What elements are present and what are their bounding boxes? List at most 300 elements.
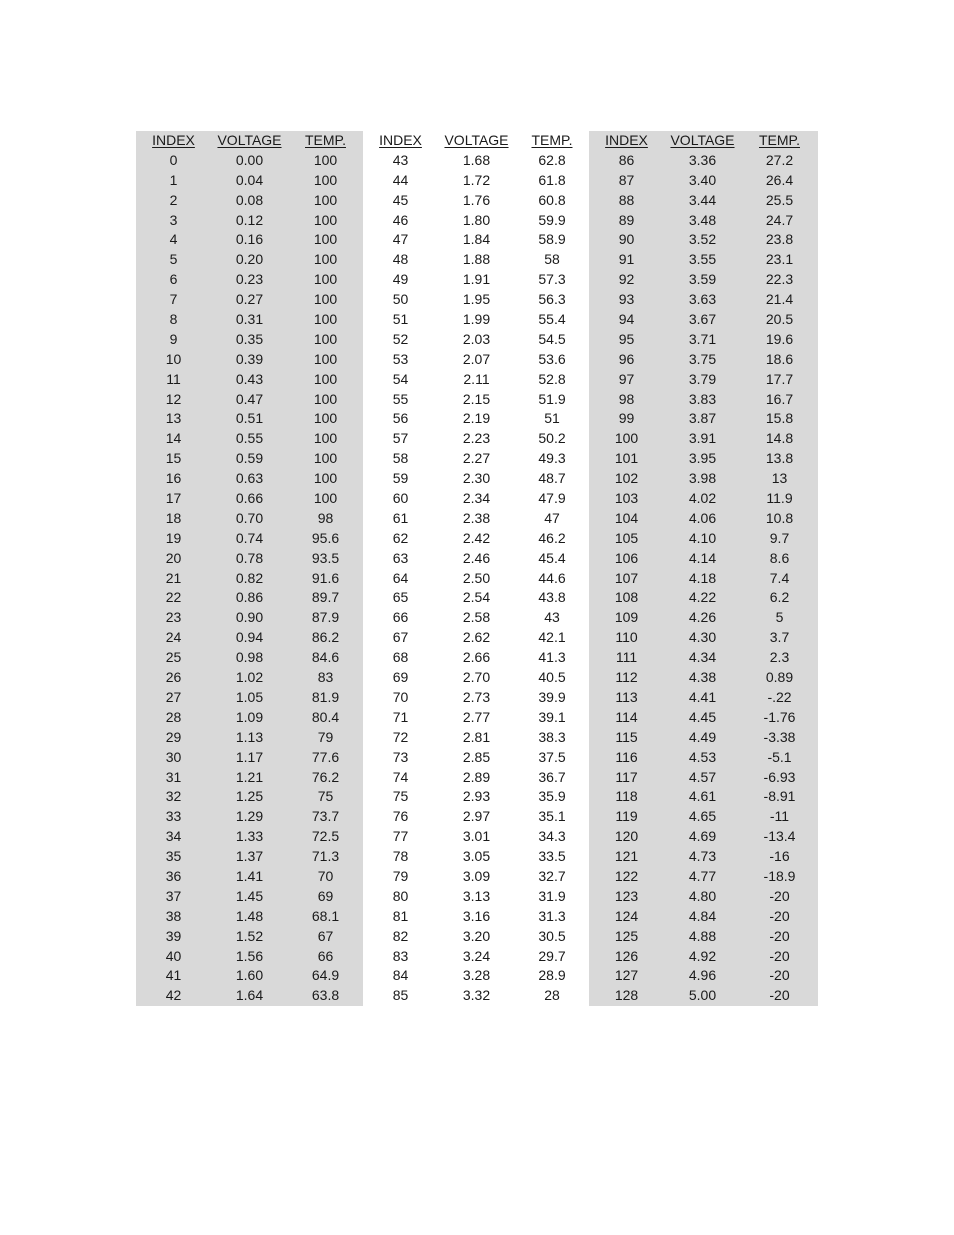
table-row [589,588,818,608]
index-cell: 68 [392,649,409,666]
voltage-cell: 1.17 [235,748,264,765]
voltage-cell: 0.51 [235,410,264,427]
temp-cell: 20.5 [765,311,794,328]
voltage-cell: 4.10 [688,529,717,546]
index-cell: 113 [615,688,638,705]
temp-cell: 58.9 [538,231,566,248]
temp-cell: 100 [313,271,338,288]
table-row [136,867,363,887]
index-cell: 83 [392,947,409,964]
table-row [589,608,818,628]
index-cell: 109 [614,609,639,626]
index-cell: 92 [618,271,635,288]
table-row [363,708,589,728]
index-cell: 94 [618,311,635,328]
voltage-cell: 3.09 [462,867,491,884]
table-row [589,867,818,887]
table-row [136,350,363,370]
voltage-cell: 4.30 [688,629,717,646]
temp-cell: 66 [317,947,334,964]
temp-cell: 19.6 [765,330,794,347]
temp-cell: 37.5 [538,748,566,765]
voltage-cell: 4.69 [688,828,717,845]
temp-cell: 53.6 [538,350,566,367]
index-cell: 67 [392,629,409,646]
voltage-cell: 1.68 [462,151,491,168]
temp-cell: 100 [313,211,338,228]
temp-cell: 100 [313,450,338,467]
voltage-cell: 3.01 [462,828,491,845]
index-cell: 99 [618,410,635,427]
index-cell: 62 [392,529,409,546]
table-row [363,648,589,668]
voltage-cell: 0.63 [235,470,264,487]
index-cell: 74 [392,768,409,785]
voltage-cell: 3.44 [688,191,717,208]
voltage-cell: 0.27 [235,291,264,308]
temp-cell: 13 [771,470,788,487]
voltage-cell: 3.05 [462,848,491,865]
table-row [589,171,818,191]
table-row [363,350,589,370]
index-cell: 50 [392,291,409,308]
index-cell: 65 [392,589,409,606]
table-row [363,529,589,549]
voltage-cell: 3.13 [462,887,491,904]
temp-cell: 8.6 [769,549,790,566]
table-row [136,668,363,688]
voltage-cell: 2.34 [462,490,491,507]
table-row [363,827,589,847]
table-row [363,390,589,410]
index-cell: 110 [615,629,638,646]
temp-cell: 91.6 [311,569,340,586]
temp-cell: -5.1 [767,748,792,765]
temp-cell: 35.1 [538,808,566,825]
index-cell: 117 [615,768,638,785]
temp-cell: 100 [313,350,338,367]
temp-cell: 38.3 [538,728,566,745]
table-row [363,887,589,907]
voltage-cell: 1.02 [235,669,264,686]
temp-cell: 34.3 [538,828,566,845]
table-row [136,211,363,231]
index-cell: 116 [615,748,638,765]
table-row [136,509,363,529]
table-row [589,449,818,469]
table-row [589,787,818,807]
table-row [136,608,363,628]
voltage-cell: 4.22 [688,589,717,606]
table-row [589,489,818,509]
voltage-cell: 1.41 [235,867,264,884]
table-row [589,827,818,847]
temp-cell: 11.9 [766,490,793,507]
temp-cell: 36.7 [538,768,566,785]
voltage-cell: 2.30 [462,470,491,487]
index-cell: 72 [392,728,409,745]
temp-cell: 39.1 [538,708,566,725]
table-row [589,310,818,330]
voltage-cell: 2.81 [462,728,491,745]
temp-cell: -20 [769,907,790,924]
voltage-cell: 0.20 [235,251,264,268]
voltage-cell: 0.59 [235,450,264,467]
table-row [589,429,818,449]
table-block-3 [589,131,818,1006]
table-row [136,927,363,947]
index-cell: 54 [392,370,409,387]
temp-cell: 32.7 [538,867,566,884]
temp-cell: 40.5 [538,669,566,686]
table-row [136,191,363,211]
voltage-cell: 3.79 [688,370,717,387]
index-cell: 126 [614,947,639,964]
table-row [589,469,818,489]
table-row [589,390,818,410]
table-row [589,628,818,648]
temp-cell: 62.8 [538,151,566,168]
index-cell: 80 [392,887,409,904]
index-cell: 97 [618,370,635,387]
voltage-cell: 0.98 [235,649,264,666]
voltage-cell: 1.91 [462,271,491,288]
index-cell: 88 [618,191,635,208]
header-row [589,131,818,151]
table-row [363,966,589,986]
table-row [589,529,818,549]
temp-cell: 67 [317,927,334,944]
temp-cell: 3.7 [769,629,790,646]
temp-cell: 43.8 [538,589,566,606]
index-cell: 96 [618,350,635,367]
temp-cell: 47.9 [538,490,566,507]
voltage-cell: 1.48 [235,907,264,924]
voltage-cell: 2.85 [462,748,491,765]
temp-cell: 31.9 [538,887,566,904]
voltage-cell: 4.57 [688,768,717,785]
voltage-cell: 4.65 [688,808,717,825]
temp-cell: 81.9 [311,688,340,705]
block-3-table [589,131,818,1006]
temp-cell: -16 [769,848,790,865]
table-row [363,270,589,290]
index-cell: 127 [614,967,639,984]
temp-cell: 76.2 [311,768,340,785]
index-cell: 112 [615,669,638,686]
temp-cell: 87.9 [311,609,340,626]
temp-cell: 27.2 [765,151,794,168]
table-row [589,728,818,748]
table-row [363,230,589,250]
index-cell: 75 [392,788,409,805]
temp-cell: 73.7 [311,808,340,825]
index-cell: 82 [392,927,409,944]
table-row [363,489,589,509]
table-row [589,151,818,171]
table-row [589,708,818,728]
voltage-cell: 0.04 [235,171,264,188]
voltage-cell: 1.25 [235,788,264,805]
table-row [589,887,818,907]
table-row [136,847,363,867]
index-cell: 108 [614,589,639,606]
voltage-cell: 1.76 [462,191,491,208]
index-cell: 23 [165,609,182,626]
temp-cell: 45.4 [538,549,566,566]
temp-cell: 6.2 [769,589,790,606]
voltage-cell: 4.96 [688,967,717,984]
voltage-cell: 4.53 [688,748,717,765]
index-cell: 66 [392,609,409,626]
voltage-cell: 1.60 [235,967,264,984]
temp-cell: 100 [313,390,338,407]
index-cell: 31 [165,768,182,785]
table-row [363,191,589,211]
table-row [363,469,589,489]
temp-cell: 22.3 [765,271,794,288]
temp-cell: 10.8 [765,509,794,526]
table-row [136,787,363,807]
table-row [589,648,818,668]
temp-cell: 30.5 [538,927,566,944]
table-row [589,927,818,947]
index-cell: 15 [165,450,182,467]
table-row [363,171,589,191]
table-row [136,887,363,907]
voltage-cell: 2.03 [462,330,491,347]
temp-cell: 43 [544,609,560,626]
temp-cell: -6.93 [763,768,796,785]
temp-cell: 71.3 [311,848,340,865]
index-cell: 35 [165,848,182,865]
temp-cell: 77.6 [311,748,340,765]
table-row [136,628,363,648]
voltage-cell: 2.66 [462,649,491,666]
voltage-cell: 2.38 [462,509,491,526]
voltage-cell: 2.27 [462,450,491,467]
table-row [363,509,589,529]
index-cell: 93 [618,291,635,308]
temp-cell: 16.7 [765,390,794,407]
index-cell: 118 [615,788,638,805]
voltage-cell: 0.70 [235,509,264,526]
temp-cell: 93.5 [311,549,340,566]
temp-cell: 68.1 [311,907,340,924]
temp-cell: 5 [775,609,784,626]
table-row [363,310,589,330]
table-row [136,748,363,768]
index-cell: 95 [618,330,635,347]
index-cell: 34 [165,828,182,845]
voltage-cell: 2.11 [463,370,490,387]
temp-cell: 75 [317,788,334,805]
header-index: INDEX [379,132,422,148]
index-cell: 36 [165,867,182,884]
temp-cell: 9.7 [769,529,790,546]
index-cell: 123 [614,887,639,904]
index-cell: 39 [165,927,182,944]
index-cell: 8 [169,311,178,328]
index-cell: 41 [165,967,182,984]
voltage-cell: 1.33 [235,828,264,845]
temp-cell: 86.2 [311,629,340,646]
block-body [589,151,818,1006]
index-cell: 24 [165,629,182,646]
temp-cell: 17.7 [765,370,794,387]
voltage-cell: 0.74 [235,529,264,546]
table-row [363,986,589,1006]
voltage-cell: 4.92 [688,947,717,964]
table-row [589,947,818,967]
temp-cell: 18.6 [765,350,794,367]
index-cell: 71 [392,708,409,725]
table-row [136,390,363,410]
temp-cell: 60.8 [538,191,566,208]
index-cell: 73 [392,748,409,765]
temp-cell: 100 [313,311,338,328]
table-row [136,907,363,927]
index-cell: 89 [618,211,635,228]
table-row [363,787,589,807]
table-row [363,330,589,350]
voltage-cell: 0.08 [235,191,264,208]
voltage-cell: 1.64 [235,987,264,1004]
index-cell: 28 [165,708,182,725]
index-cell: 59 [392,470,409,487]
temp-cell: 100 [313,291,338,308]
table-row [136,688,363,708]
voltage-cell: 0.00 [235,151,264,168]
table-row [589,409,818,429]
block-1-table [136,131,363,1006]
index-cell: 43 [392,151,409,168]
voltage-cell: 4.34 [688,649,717,666]
index-cell: 55 [392,390,409,407]
block-body [363,151,589,1006]
voltage-cell: 1.80 [462,211,491,228]
voltage-cell: 4.41 [688,688,717,705]
block-2-table [363,131,589,1006]
table-row [363,807,589,827]
temp-cell: 100 [313,251,338,268]
voltage-cell: 1.72 [462,171,491,188]
index-cell: 76 [392,808,409,825]
temp-cell: 100 [313,191,338,208]
table-row [136,270,363,290]
table-row [136,708,363,728]
voltage-cell: 3.95 [688,450,717,467]
voltage-cell: 1.29 [235,808,264,825]
table-row [363,728,589,748]
index-cell: 69 [392,669,409,686]
voltage-cell: 0.39 [235,350,264,367]
voltage-cell: 2.77 [462,708,491,725]
table-row [589,290,818,310]
index-cell: 49 [392,271,409,288]
temp-cell: 100 [313,151,338,168]
temp-cell: 64.9 [311,967,340,984]
temp-cell: 100 [313,430,338,447]
temp-cell: 47 [544,509,560,526]
table-row [589,807,818,827]
temp-cell: 83 [317,669,334,686]
table-row [136,986,363,1006]
index-cell: 26 [165,669,182,686]
table-row [363,947,589,967]
temp-cell: 72.5 [311,828,340,845]
voltage-cell: 3.87 [688,410,717,427]
voltage-cell: 3.52 [688,231,717,248]
voltage-cell: 1.95 [462,291,491,308]
index-cell: 7 [169,291,178,308]
voltage-cell: 2.15 [462,390,491,407]
table-row [136,230,363,250]
header-voltage: VOLTAGE [444,132,509,148]
voltage-cell: 1.05 [235,688,264,705]
voltage-cell: 0.23 [235,271,264,288]
index-cell: 121 [614,848,639,865]
voltage-cell: 2.73 [462,688,491,705]
temp-cell: -1.76 [763,708,796,725]
voltage-cell: 4.61 [688,788,717,805]
voltage-cell: 3.98 [688,470,717,487]
index-cell: 51 [392,311,409,328]
voltage-cell: 0.66 [235,490,264,507]
table-row [363,409,589,429]
index-cell: 61 [392,509,409,526]
table-row [136,330,363,350]
table-row [363,151,589,171]
voltage-cell: 5.00 [688,987,717,1004]
table-row [136,250,363,270]
temp-cell: 61.8 [538,171,566,188]
temp-cell: -18.9 [763,867,796,884]
index-cell: 102 [614,470,639,487]
index-cell: 22 [165,589,182,606]
voltage-cell: 2.19 [462,410,491,427]
table-row [363,449,589,469]
temp-cell: 28.9 [538,967,566,984]
index-cell: 29 [165,728,182,745]
table-row [589,907,818,927]
temp-cell: 0.89 [765,669,794,686]
temp-cell: 15.8 [765,410,794,427]
index-cell: 9 [169,330,178,347]
table-row [363,628,589,648]
voltage-cell: 2.93 [462,788,491,805]
voltage-cell: 1.21 [235,768,264,785]
table-row [589,270,818,290]
voltage-cell: 3.16 [462,907,491,924]
index-cell: 60 [392,490,409,507]
voltage-cell: 1.99 [462,311,491,328]
voltage-cell: 4.88 [688,927,717,944]
table-row [589,230,818,250]
index-cell: 37 [165,887,182,904]
voltage-cell: 0.55 [235,430,264,447]
header-temp: TEMP. [305,132,346,148]
temp-cell: 84.6 [311,649,340,666]
table-row [589,191,818,211]
temp-cell: 44.6 [538,569,566,586]
temp-cell: 100 [313,171,338,188]
index-cell: 90 [618,231,635,248]
table-block-2 [363,131,589,1006]
table-row [136,947,363,967]
voltage-cell: 4.02 [688,490,717,507]
table-row [589,211,818,231]
